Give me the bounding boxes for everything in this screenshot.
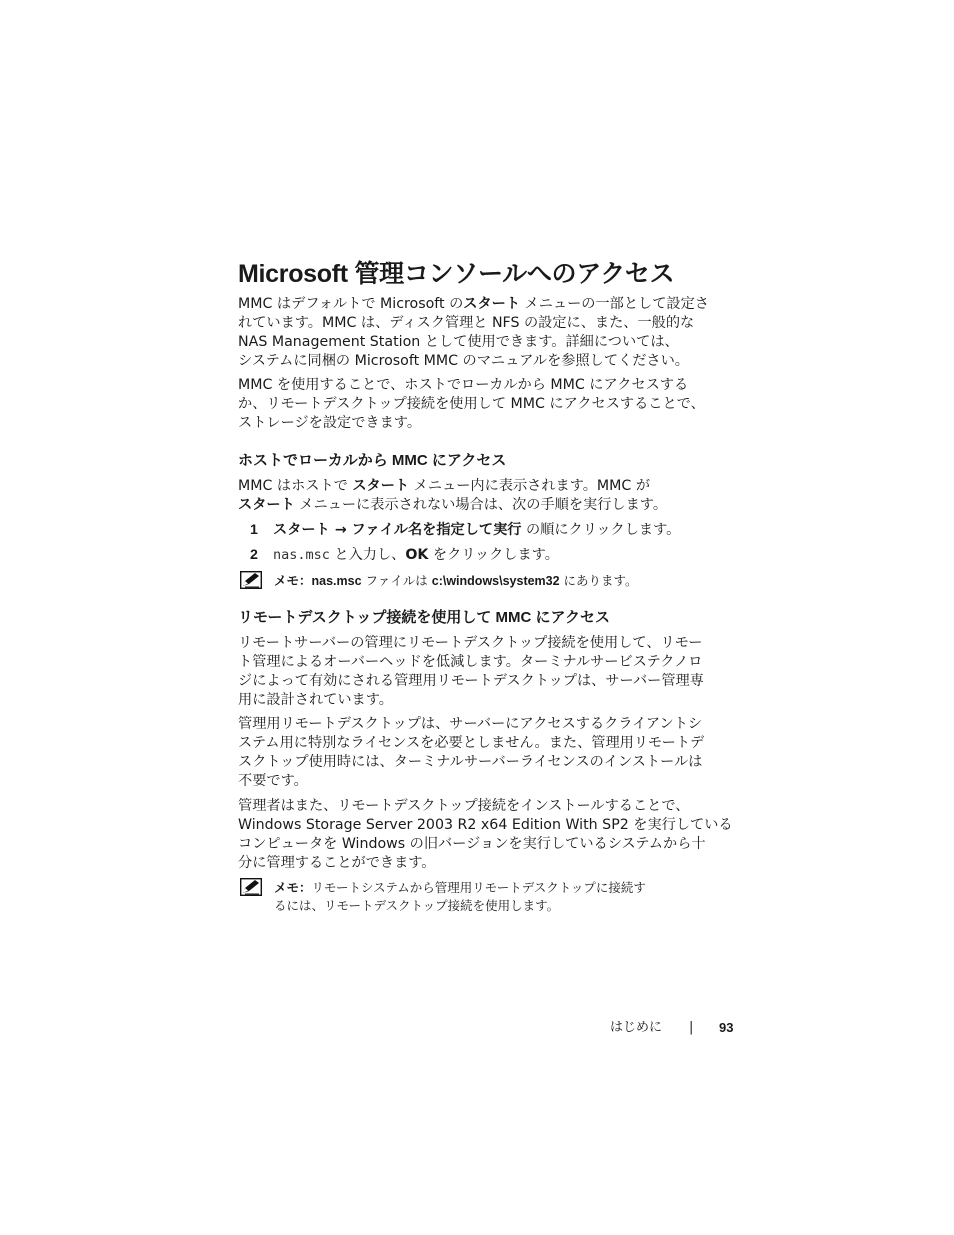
text-line: 用に設計されています。 xyxy=(238,692,393,708)
filename: nas.msc xyxy=(311,574,362,588)
text-run: メニューに表示されない場合は、次の手順を実行します。 xyxy=(294,497,668,513)
text-run: リモートシステムから管理用リモートデスクトップに接続す xyxy=(311,880,646,895)
text-line: ステム用に特別なライセンスを必要としません。また、管理用リモートデ xyxy=(238,735,705,751)
step-number: 1 xyxy=(250,522,258,538)
text-line: れています。MMC は、ディスク管理と NFS の設定に、また、一般的な xyxy=(238,315,695,331)
note-label: メモ： xyxy=(274,573,312,588)
local-access-paragraph xyxy=(238,477,738,515)
text-line: ト管理によるオーバーヘッドを低減します。ターミナルサービステクノロ xyxy=(238,654,703,670)
text-run: にあります。 xyxy=(559,573,638,588)
ok-term: OK xyxy=(405,547,429,563)
remote-paragraph-1 xyxy=(238,634,738,710)
step-number: 2 xyxy=(250,547,258,563)
menu-path: スタート → ファイル名を指定して実行 xyxy=(273,522,522,538)
remote-paragraph-2 xyxy=(238,715,738,791)
footer-separator: | xyxy=(689,1020,694,1035)
text-line: ストレージを設定できます。 xyxy=(238,415,422,431)
command-code: nas.msc xyxy=(273,547,330,563)
text-line: 管理者はまた、リモートデスクトップ接続をインストールすることで、 xyxy=(238,798,690,814)
intro-paragraph-2 xyxy=(238,376,738,433)
text-run: をクリックします。 xyxy=(428,547,559,563)
text-run: メニュー内に表示されます。MMC が xyxy=(409,478,651,494)
text-run: ファイルは xyxy=(361,573,432,588)
text-line: NAS Management Station として使用できます。詳細については、 xyxy=(238,334,679,350)
page-title: Microsoft 管理コンソールへのアクセス xyxy=(238,260,675,288)
text-run: MMC はデフォルトで Microsoft の xyxy=(238,296,464,312)
start-menu-term: スタート xyxy=(352,478,410,494)
text-line: MMC を使用することで、ホストでローカルから MMC にアクセスする xyxy=(238,377,689,393)
remote-paragraph-3 xyxy=(238,797,738,873)
start-menu-term: スタート xyxy=(238,497,295,513)
text-line: リモートサーバーの管理にリモートデスクトップ接続を使用して、リモー xyxy=(238,635,703,651)
text-run: メニューの一部として設定さ xyxy=(520,296,709,312)
note-label: メモ： xyxy=(274,880,312,895)
text-line: Windows Storage Server 2003 R2 x64 Edition With SP2 を実行している xyxy=(238,817,733,833)
intro-paragraph-1 xyxy=(238,295,738,371)
text-line: 分に管理することができます。 xyxy=(238,855,436,871)
text-line: ジによって有効にされる管理用リモートデスクトップは、サーバー管理専 xyxy=(238,673,704,689)
text-line: るには、リモートデスクトップ接続を使用します。 xyxy=(274,898,560,913)
pencil-note-icon xyxy=(240,878,262,896)
page-number: 93 xyxy=(719,1020,734,1035)
pencil-note-icon xyxy=(240,571,262,589)
text-line: システムに同梱の Microsoft MMC のマニュアルを参照してください。 xyxy=(238,353,689,369)
text-line: 管理用リモートデスクトップは、サーバーにアクセスするクライアントシ xyxy=(238,716,703,732)
text-run: の順にクリックします。 xyxy=(521,522,681,538)
text-line: 不要です。 xyxy=(238,773,308,789)
text-line: スクトップ使用時には、ターミナルサーバーライセンスのインストールは xyxy=(238,754,703,770)
start-menu-term: スタート xyxy=(463,296,521,312)
footer-chapter: はじめに xyxy=(610,1020,663,1035)
text-run: MMC はホストで xyxy=(238,478,353,494)
text-run: と入力し、 xyxy=(329,547,406,563)
text-line: コンピュータを Windows の旧バージョンを実行しているシステムから十 xyxy=(238,836,706,852)
text-line: か、リモートデスクトップ接続を使用して MMC にアクセスすることで、 xyxy=(238,396,705,412)
local-access-heading: ホストでローカルから MMC にアクセス xyxy=(238,452,507,469)
file-path: c:\windows\system32 xyxy=(431,574,560,588)
remote-access-heading: リモートデスクトップ接続を使用して MMC にアクセス xyxy=(238,609,611,626)
